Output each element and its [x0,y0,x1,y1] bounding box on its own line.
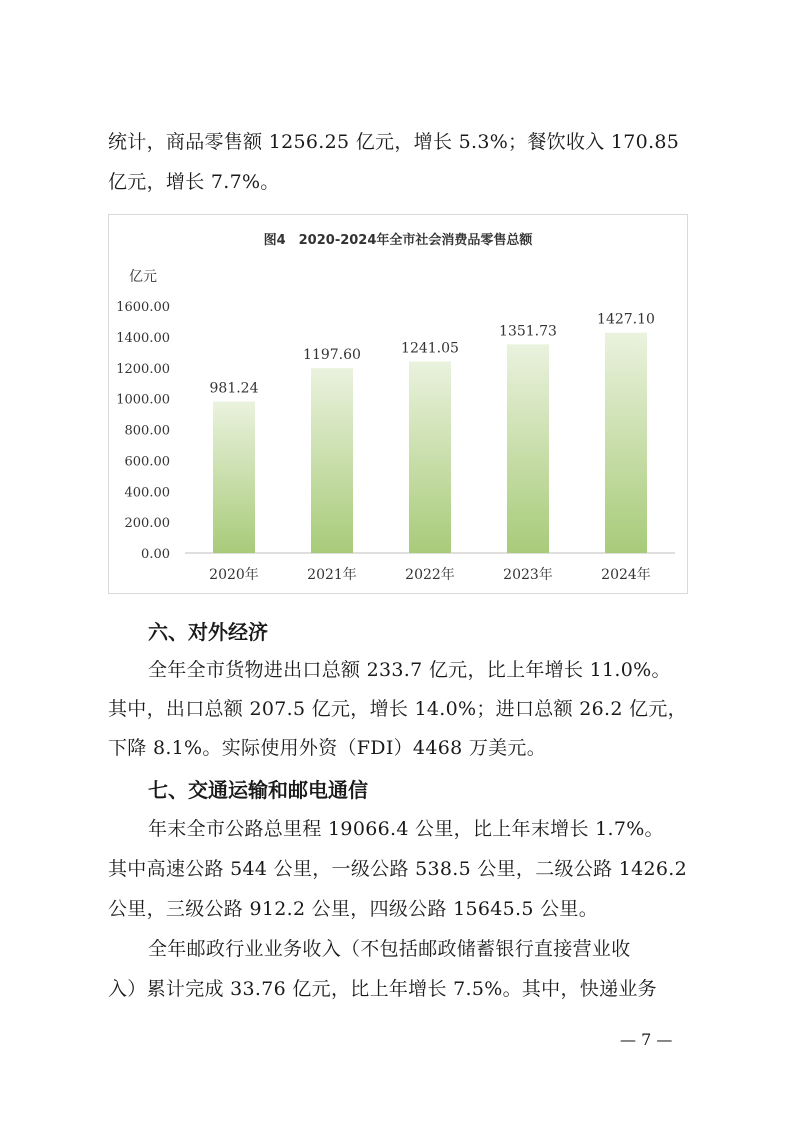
bar [213,402,255,553]
section-heading: 七、交通运输和邮电通信 [148,778,368,802]
y-axis-label: 亿元 [129,269,157,285]
y-tick-label: 0.00 [141,547,170,562]
y-tick-label: 1000.00 [116,392,170,408]
paragraph-line: 统计，商品零售额 1256.25 亿元，增长 5.3%；餐饮收入 170.85 [108,131,680,153]
bar-value-label: 1427.10 [597,311,655,328]
paragraph-line: 全年全市货物进出口总额 233.7 亿元，比上年增长 11.0%。 [148,659,671,681]
page-number: — 7 — [620,1030,673,1049]
y-tick-label: 800.00 [124,423,170,439]
y-tick-label: 1200.00 [116,361,170,377]
paragraph-line: 其中高速公路 544 公里，一级公路 538.5 公里，二级公路 1426.2 [108,858,688,880]
x-tick-label: 2021年 [307,567,357,583]
chart-title: 图4 2020-2024年全市社会消费品零售总额 [263,233,533,248]
paragraph-line: 亿元，增长 7.7%。 [108,171,280,193]
bar-value-label: 1351.73 [499,323,557,340]
x-tick-label: 2024年 [601,567,651,583]
bar [605,333,647,553]
bar-value-label: 1241.05 [401,340,459,357]
bar-chart [108,214,688,594]
y-tick-label: 1600.00 [116,300,170,315]
y-tick-label: 1400.00 [116,330,170,346]
bar-value-label: 981.24 [209,380,259,397]
paragraph-line: 全年邮政行业业务收入（不包括邮政储蓄银行直接营业收 [148,938,631,960]
x-tick-label: 2022年 [405,567,455,583]
x-tick-label: 2020年 [209,567,259,583]
bar [311,368,353,553]
y-tick-label: 400.00 [124,485,170,501]
bar [507,344,549,553]
paragraph-line: 公里，三级公路 912.2 公里，四级公路 15645.5 公里。 [108,898,599,920]
bar-value-label: 1197.60 [303,347,361,364]
paragraph-line: 下降 8.1%。实际使用外资（FDI）4468 万美元。 [108,737,547,759]
section-heading: 六、对外经济 [148,620,268,644]
bar [409,361,451,553]
paragraph-line: 年末全市公路总里程 19066.4 公里，比上年末增长 1.7%。 [148,818,664,840]
paragraph-line: 其中，出口总额 207.5 亿元，增长 14.0%；进口总额 26.2 亿元， [108,698,687,720]
y-tick-label: 600.00 [124,454,170,470]
paragraph-line: 入）累计完成 33.76 亿元，比上年增长 7.5%。其中，快递业务 [108,978,657,1000]
chart-svg [109,215,687,593]
x-tick-label: 2023年 [503,567,553,583]
y-tick-label: 200.00 [124,516,170,532]
